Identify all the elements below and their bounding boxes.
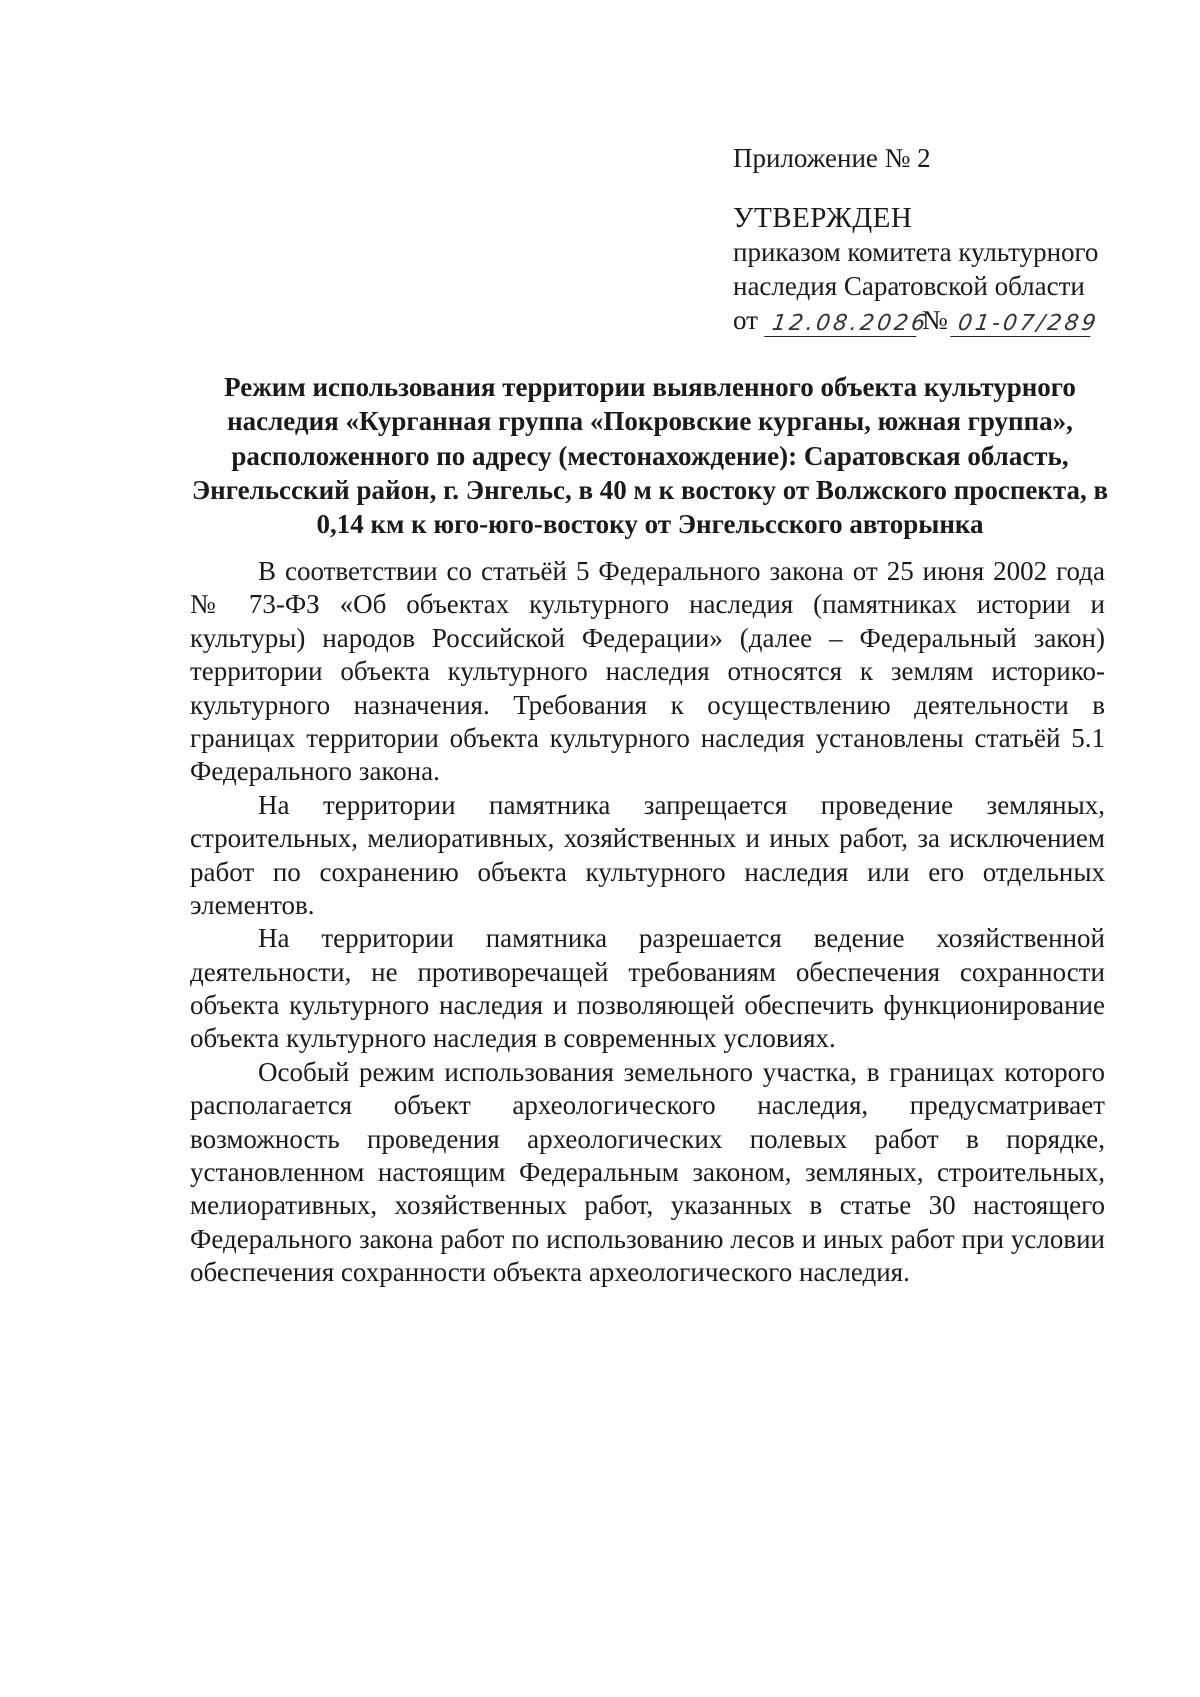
paragraph-2: На территории памятника запрещается проведение земляных, строительных, мелиоративных, хозяйственных и иных работ, за исключением работ по сохранению объекта культурного наследия или его отдельных элементов. [190, 789, 1105, 920]
approval-date-number-line [733, 304, 1133, 338]
from-label: от [733, 304, 758, 335]
number-label: № [921, 304, 948, 335]
approval-line-2: наследия Саратовской области [733, 270, 1085, 301]
paragraph-3: На территории памятника разрешается ведение хозяйственной деятельности, не противоречащей требованиям обеспечения сохранности объекта культурного наследия и позволяющей обеспечить функционирование объекта культурного наследия в современных условиях. [190, 923, 1105, 1054]
appendix-label: Приложение № 2 [733, 143, 931, 173]
handwritten-date: 12.08.2026 [764, 312, 920, 337]
approval-line-1: приказом комитета культурного [733, 237, 1099, 267]
approval-block [733, 142, 1133, 337]
document-body [190, 555, 1105, 1290]
document-title: Режим использования территории выявленного объекта культурного наследия «Курганная группа «Покровские курганы, южная группа», расположенного по адресу (местонахождение): Саратовская область, Энгельсский район, г. Энгельс, в 40 м к востоку от Волжского проспекта, в 0,14 км к юго-юго-востоку от Энгельсского авторынка [191, 372, 1109, 540]
paragraph-4: Особый режим использования земельного участка, в границах которого располагается объект археологического наследия, предусматривает возможность проведения археологических полевых работ в порядке, установленном настоящим Федеральным законом, земляных, строительных, мелиоративных, хозяйственных работ, указанных в статье 30 настоящего Федерального закона работ по использованию лесов и иных работ при условии обеспечения сохранности объекта археологического наследия. [190, 1056, 1105, 1288]
paragraph-1: В соответствии со статьёй 5 Федерального закона от 25 июня 2002 года № 73-ФЗ «Об объектах культурного наследия (памятниках истории и культуры) народов Российской Федерации» (далее – Федеральный закон) территории объекта культурного наследия относятся к землям историко-культурного назначения. Требования к осуществлению деятельности в границах территории объекта культурного наследия установлены статьёй 5.1 Федерального закона. [190, 556, 1105, 787]
approved-stamp-text: УТВЕРЖДЕН [733, 201, 913, 234]
handwritten-number: 01-07/289 [950, 312, 1094, 337]
